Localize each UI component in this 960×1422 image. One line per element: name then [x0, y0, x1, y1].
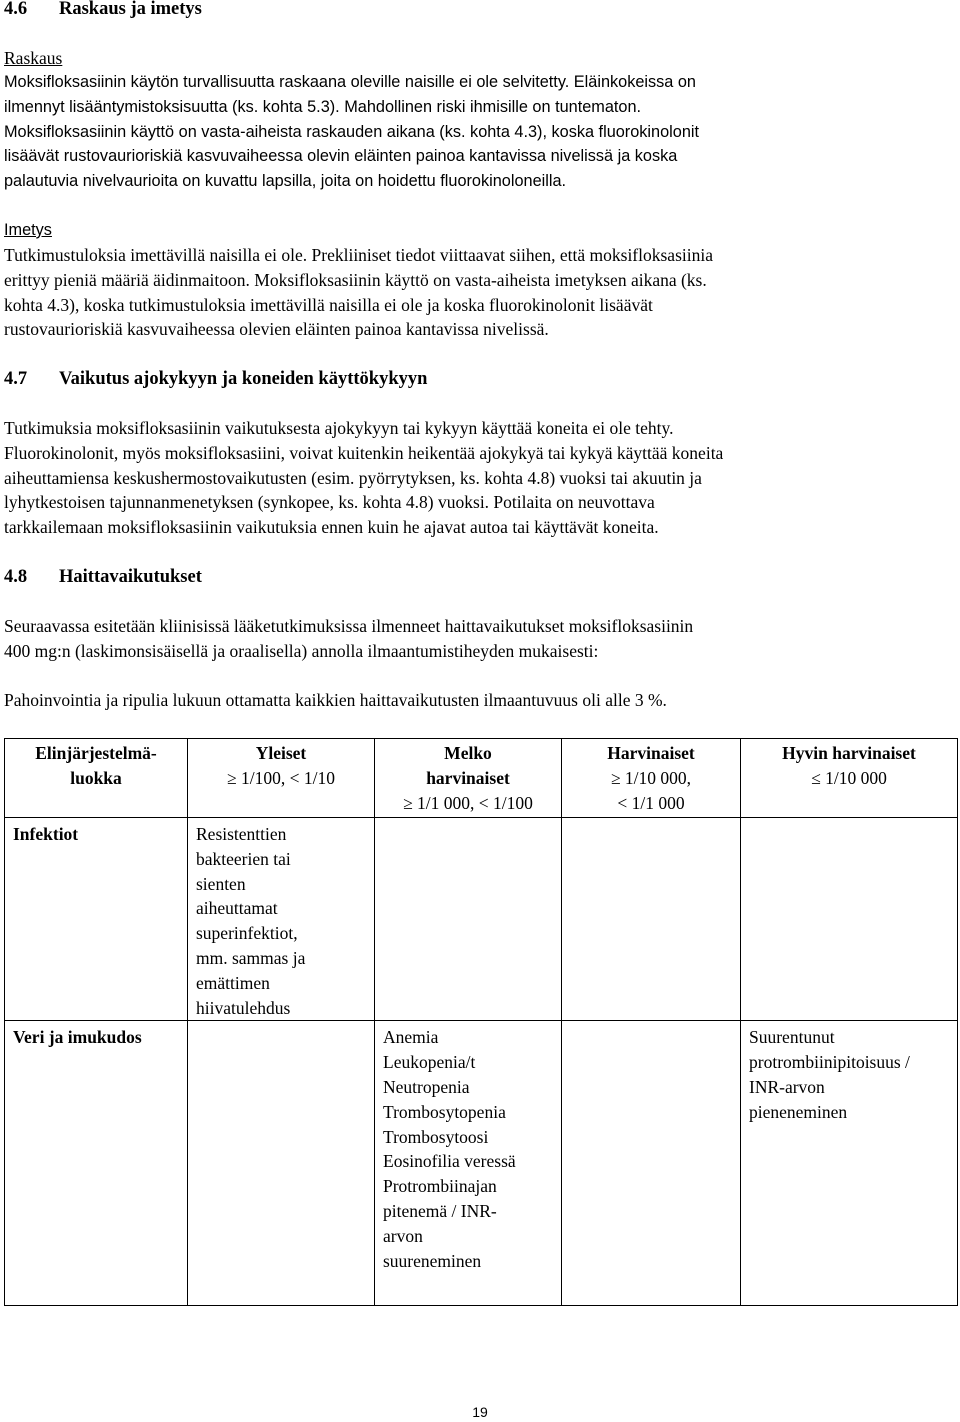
cell-uncommon: [375, 818, 562, 1021]
header-label: Elinjärjestelmä- luokka: [35, 743, 157, 788]
adverse-effects-note: Pahoinvointia ja ripulia lukuun ottamatta kaikkien haittavaikutusten ilmaantuvuus oli alle 3 %.: [4, 690, 667, 710]
lactation-heading: Imetys: [4, 221, 52, 239]
pregnancy-heading: Raskaus: [4, 48, 63, 68]
section-number: 4.7: [4, 369, 28, 389]
header-uncommon: [375, 739, 562, 818]
header-label: Harvinaiset: [607, 743, 695, 763]
adverse-effects-intro: Seuraavassa esitetään kliinisissä lääketutkimuksissa ilmenneet haittavaikutukset moksifloksasiinin 400 mg:n (laskimonsisäisellä ja oraalisella) annolla ilmaantumistiheyden mukaisesti:: [4, 616, 694, 661]
cell-common: Resistenttien bakteerien tai sienten aiheuttamat superinfektiot, mm. sammas ja emättimen hiivatulehdus: [188, 818, 375, 1021]
section-title: Vaikutus ajokykyyn ja koneiden käyttökykyyn: [59, 369, 428, 389]
header-frequency: ≥ 1/100, < 1/10: [227, 767, 335, 788]
page-number: 19: [472, 1404, 488, 1420]
cell-system-organ-class: Infektiot: [5, 818, 188, 1021]
header-frequency: ≥ 1/10 000, < 1/1 000: [610, 767, 692, 813]
section-number: 4.8: [4, 567, 28, 587]
adverse-effects-table: [4, 738, 958, 1306]
driving-paragraph: Tutkimuksia moksifloksasiinin vaikutuksesta ajokykyyn tai kykyyn käyttää koneita ei ole tehty. Fluorokinolonit, myös moksifloksasiini, voivat kuitenkin heikentää ajokykyä tai kykyä käyttää koneita aiheuttamiensa keskushermostovaikutusten (esim. pyörrytyksen, ks. kohta 4.8) vuoksi tai akuutin ja lyhytkestoisen tajunnanmenetyksen (synkopee, ks. kohta 4.8) vuoksi. Potilaita on neuvottava tarkkailemaan moksifloksasiinin vaikutuksia ennen kuin he ajavat autoa tai käyttävät koneita.: [4, 418, 724, 538]
header-frequency: ≤ 1/10 000: [811, 767, 887, 788]
header-common: [188, 739, 375, 818]
header-label: Hyvin harvinaiset: [782, 743, 916, 763]
table-row: [5, 1021, 958, 1306]
table-row: [5, 818, 958, 1021]
header-rare: [562, 739, 741, 818]
cell-common: [188, 1021, 375, 1306]
section-title: Haittavaikutukset: [59, 567, 202, 587]
section-heading-4-7: [4, 368, 427, 390]
cell-system-organ-class: Veri ja imukudos: [5, 1021, 188, 1306]
cell-uncommon: Anemia Leukopenia/t Neutropenia Trombosytopenia Trombosytoosi Eosinofilia veressä Protrombiinajan pitenemä / INR- arvon suureneminen: [375, 1021, 562, 1306]
section-title: Raskaus ja imetys: [59, 0, 202, 19]
section-heading-4-6: [4, 0, 202, 20]
header-frequency: ≥ 1/1 000, < 1/100: [403, 792, 533, 813]
cell-rare: [562, 1021, 741, 1306]
cell-very-rare: Suurentunut protrombiinipitoisuus / INR-arvon pieneneminen: [741, 1021, 958, 1306]
section-heading-4-8: [4, 566, 202, 588]
cell-very-rare: [741, 818, 958, 1021]
header-label: Yleiset: [255, 743, 307, 763]
cell-rare: [562, 818, 741, 1021]
lactation-paragraph: Tutkimustuloksia imettävillä naisilla ei ole. Prekliiniset tiedot viittaavat siihen, että moksifloksasiinia erittyy pieniä määriä äidinmaitoon. Moksifloksasiinin käyttö on vasta-aiheista imetyksen aikana (ks. kohta 4.3), koska tutkimustuloksia imettävillä naisilla ei ole ja koska fluorokinolonit lisäävät rustovaurioriskiä kasvuvaiheessa olevien eläinten painoa kantavissa nivelissä.: [4, 245, 713, 340]
header-very-rare: [741, 739, 958, 818]
section-number: 4.6: [4, 0, 28, 19]
table-header-row: [5, 739, 958, 818]
header-label: Melko harvinaiset: [426, 743, 510, 788]
header-system-organ-class: [5, 739, 188, 818]
pregnancy-paragraph: Moksifloksasiinin käytön turvallisuutta raskaana oleville naisille ei ole selvitetty. Eläinkokeissa on ilmennyt lisääntymistoksisuutta (ks. kohta 5.3). Mahdollinen riski ihmisille on tuntematon. Moksifloksasiinin käyttö on vasta-aiheista raskauden aikana (ks. kohta 4.3), koska fluorokinolonit lisäävät rustovaurioriskiä kasvuvaiheessa olevin eläinten painoa kantavissa nivelissä ja koska palautuvia nivelvaurioita on kuvattu lapsilla, joita on hoidettu fluorokinoloneilla.: [4, 73, 700, 191]
